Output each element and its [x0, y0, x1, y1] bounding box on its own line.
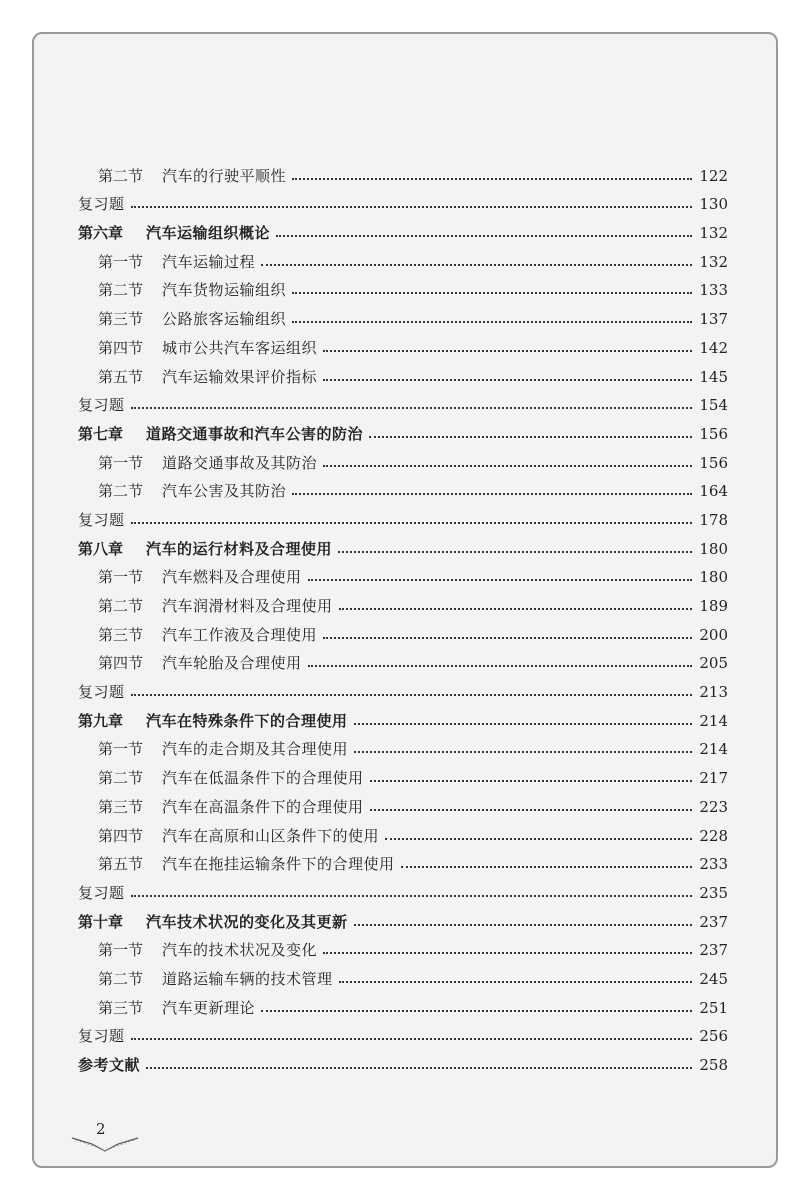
toc-entry-title: 汽车货物运输组织: [162, 281, 287, 300]
toc-entry-number: 第三节: [98, 797, 144, 816]
toc-entry-label: [98, 742, 348, 757]
toc-entry-label: [98, 338, 318, 357]
toc-entry-label: [98, 252, 256, 271]
toc-entry-number: 第一节: [98, 568, 144, 587]
toc-entry-title: 汽车公害及其防治: [162, 482, 287, 501]
toc-entry-section: [78, 729, 728, 758]
toc-entry-title: 汽车的运行材料及合理使用: [146, 539, 333, 558]
dot-leader: [323, 465, 692, 467]
dot-leader: [131, 407, 692, 409]
dot-leader: [292, 178, 692, 180]
toc-entry-title: 汽车燃料及合理使用: [162, 568, 302, 587]
dot-leader: [354, 723, 692, 725]
dot-leader: [338, 551, 692, 553]
toc-entry-chapter: [78, 212, 728, 241]
toc-entry-chapter: [78, 700, 728, 729]
toc-entry-label: [98, 797, 364, 816]
page-frame: [32, 32, 778, 1168]
dot-leader: [292, 321, 692, 323]
toc-entry-title: 公路旅客运输组织: [162, 310, 287, 329]
toc-entry-label: [98, 484, 286, 499]
dot-leader: [401, 866, 692, 868]
dot-leader: [369, 436, 692, 438]
toc-entry-label: [78, 398, 125, 413]
toc-entry-section: [78, 614, 728, 643]
toc-entry-page: 156: [699, 424, 728, 443]
toc-entry-number: 第三节: [98, 310, 144, 329]
dot-leader: [261, 1010, 692, 1012]
toc-entry-title: 汽车在低温条件下的合理使用: [162, 769, 364, 788]
toc-entry-title: 复习题: [78, 883, 125, 902]
toc-entry-label: [78, 711, 348, 730]
toc-entry-label: [78, 197, 125, 212]
dot-leader: [323, 637, 692, 639]
toc-entry-title: 汽车工作液及合理使用: [162, 625, 318, 644]
dot-leader: [131, 522, 692, 524]
toc-entry-label: [78, 1029, 125, 1044]
toc-entry-section: [78, 327, 728, 356]
toc-entry-title: 城市公共汽车客运组织: [162, 338, 318, 357]
toc-entry-page: 132: [699, 224, 728, 243]
dot-leader: [339, 608, 692, 610]
toc-entry-section: [78, 270, 728, 299]
toc-entry-section: [78, 557, 728, 586]
toc-entry-label: [78, 424, 364, 443]
toc-entry-title: 汽车轮胎及合理使用: [162, 654, 302, 673]
toc-entry-number: 第二节: [98, 166, 144, 185]
toc-entry-page: 154: [699, 396, 728, 415]
toc-entry-review: [78, 872, 728, 901]
toc-entry-number: 第三节: [98, 998, 144, 1017]
toc-entry-title: 复习题: [78, 396, 125, 415]
toc-entry-page: 251: [699, 998, 728, 1017]
toc-entry-section: [78, 844, 728, 873]
toc-entry-page: 178: [699, 510, 728, 529]
toc-entry-review: [78, 671, 728, 700]
toc-entry-page: 233: [699, 855, 728, 874]
toc-entry-section: [78, 442, 728, 471]
toc-entry-page: 228: [699, 826, 728, 845]
toc-entry-label: [78, 1058, 140, 1073]
toc-entry-number: 第四节: [98, 826, 144, 845]
toc-entry-page: 189: [699, 597, 728, 615]
toc-entry-number: 第一节: [98, 453, 144, 472]
toc-entry-label: [98, 283, 286, 298]
toc-entry-title: 复习题: [78, 1027, 125, 1046]
toc-entry-page: 256: [699, 1027, 728, 1046]
toc-entry-label: [98, 656, 302, 671]
dot-leader: [131, 1038, 692, 1040]
toc-entry-chapter: [78, 528, 728, 557]
toc-entry-section: [78, 958, 728, 987]
toc-entry-page: 237: [699, 941, 728, 960]
toc-entry-page: 133: [699, 281, 728, 300]
dot-leader: [354, 751, 692, 753]
toc-entry-title: 汽车在高原和山区条件下的使用: [162, 826, 380, 845]
toc-entry-label: [78, 226, 270, 241]
dot-leader: [323, 952, 692, 954]
dot-leader: [131, 895, 692, 897]
dot-leader: [292, 292, 692, 294]
toc-entry-label: [78, 510, 125, 529]
toc-entry-section: [78, 356, 728, 385]
toc-entry-page: 217: [699, 769, 728, 788]
toc-entry-title: 汽车在特殊条件下的合理使用: [146, 711, 348, 730]
toc-entry-section: [78, 241, 728, 270]
toc-entry-label: [98, 857, 395, 872]
toc-entry-title: 汽车更新理论: [162, 998, 256, 1017]
toc-entry-section: [78, 930, 728, 959]
dot-leader: [131, 206, 692, 208]
toc-entry-review: [78, 385, 728, 414]
toc-entry-number: 第一节: [98, 941, 144, 960]
toc-entry-title: 道路交通事故和汽车公害的防治: [146, 424, 364, 443]
toc-entry-number: 第一节: [98, 252, 144, 271]
toc-entry-title: 汽车的走合期及其合理使用: [162, 740, 349, 759]
toc-entry-number: 第五节: [98, 855, 144, 874]
dot-leader: [370, 809, 692, 811]
toc-entry-page: 122: [699, 166, 728, 185]
toc-entry-title: 汽车润滑材料及合理使用: [162, 597, 333, 615]
toc-entry-section: [78, 298, 728, 327]
toc-entry-label: [98, 599, 333, 614]
toc-entry-title: 汽车技术状况的变化及其更新: [146, 912, 348, 931]
table-of-contents: [78, 155, 728, 1073]
toc-entry-title: 汽车运输组织概论: [146, 224, 271, 243]
dot-leader: [370, 780, 692, 782]
toc-entry-number: 第二节: [98, 597, 144, 615]
toc-entry-label: [98, 771, 364, 786]
toc-entry-number: 第五节: [98, 367, 144, 386]
toc-entry-page: 180: [699, 539, 728, 558]
toc-entry-title: 汽车的行驶平顺性: [162, 166, 287, 185]
toc-entry-title: 参考文献: [78, 1056, 141, 1074]
toc-entry-title: 汽车的技术状况及变化: [162, 941, 318, 960]
toc-entry-section: [78, 987, 728, 1016]
toc-entry-page: 237: [699, 912, 728, 931]
toc-entry-label: [98, 826, 380, 845]
toc-entry-number: 第七章: [78, 424, 124, 443]
toc-entry-page: 258: [699, 1056, 728, 1074]
toc-entry-page: 214: [699, 740, 728, 759]
toc-entry-number: 第六章: [78, 224, 124, 243]
toc-entry-label: [78, 912, 348, 931]
toc-entry-number: 第二节: [98, 769, 144, 788]
toc-entry-page: 213: [699, 683, 728, 702]
toc-entry-section: [78, 155, 728, 184]
toc-entry-page: 137: [699, 310, 728, 329]
toc-entry-number: 第四节: [98, 338, 144, 357]
toc-entry-number: 第二节: [98, 969, 144, 988]
toc-entry-number: 第二节: [98, 281, 144, 300]
toc-entry-title: 复习题: [78, 510, 125, 529]
toc-entry-number: 第十章: [78, 912, 124, 931]
toc-entry-chapter: [78, 413, 728, 442]
toc-entry-page: 200: [699, 625, 728, 644]
toc-entry-title: 复习题: [78, 195, 125, 214]
toc-entry-page: 245: [699, 969, 728, 988]
toc-entry-label: [98, 625, 318, 644]
toc-entry-label: [98, 969, 333, 988]
toc-entry-number: 第四节: [98, 654, 144, 673]
toc-entry-title: 道路运输车辆的技术管理: [162, 969, 333, 988]
dot-leader: [261, 264, 692, 266]
toc-entry-page: 132: [699, 252, 728, 271]
toc-entry-chapter: [78, 901, 728, 930]
page-number: 2: [96, 1120, 106, 1138]
toc-entry-page: 145: [699, 367, 728, 386]
toc-entry-title: 道路交通事故及其防治: [162, 453, 318, 472]
toc-entry-ref: [78, 1044, 728, 1073]
toc-entry-page: 130: [699, 195, 728, 214]
page-folio: [70, 1122, 140, 1152]
toc-entry-page: 142: [699, 338, 728, 357]
toc-entry-page: 164: [699, 482, 728, 501]
toc-entry-section: [78, 815, 728, 844]
dot-leader: [323, 350, 692, 352]
toc-entry-label: [98, 367, 318, 386]
toc-entry-review: [78, 184, 728, 213]
toc-entry-label: [98, 998, 256, 1017]
toc-entry-review: [78, 499, 728, 528]
toc-entry-title: 复习题: [78, 683, 125, 702]
toc-entry-label: [98, 943, 317, 958]
dot-leader: [276, 235, 692, 237]
dot-leader: [354, 924, 692, 926]
toc-entry-page: 180: [699, 568, 728, 587]
toc-entry-title: 汽车运输效果评价指标: [162, 367, 318, 386]
toc-entry-number: 第八章: [78, 539, 124, 558]
toc-entry-label: [78, 883, 125, 902]
dot-leader: [131, 694, 692, 696]
toc-entry-label: [78, 539, 333, 558]
toc-entry-review: [78, 1016, 728, 1045]
dot-leader: [308, 579, 692, 581]
dot-leader: [292, 493, 692, 495]
dot-leader: [146, 1067, 692, 1069]
toc-entry-number: 第三节: [98, 625, 144, 644]
toc-entry-number: 第二节: [98, 482, 144, 501]
toc-entry-title: 汽车在高温条件下的合理使用: [162, 797, 364, 816]
dot-leader: [323, 379, 692, 381]
toc-entry-page: 235: [699, 883, 728, 902]
dot-leader: [308, 665, 692, 667]
toc-entry-label: [98, 570, 302, 585]
dot-leader: [385, 838, 692, 840]
toc-entry-label: [98, 312, 286, 327]
toc-entry-section: [78, 585, 728, 614]
toc-entry-section: [78, 757, 728, 786]
toc-entry-number: 第九章: [78, 711, 124, 730]
toc-entry-section: [78, 786, 728, 815]
toc-entry-label: [78, 685, 125, 700]
toc-entry-number: 第一节: [98, 740, 144, 759]
toc-entry-page: 156: [699, 453, 728, 472]
dot-leader: [339, 981, 692, 983]
toc-entry-label: [98, 453, 318, 472]
toc-entry-section: [78, 643, 728, 672]
toc-entry-page: 214: [699, 711, 728, 730]
toc-entry-title: 汽车在拖挂运输条件下的合理使用: [162, 855, 395, 874]
toc-entry-page: 223: [699, 797, 728, 816]
toc-entry-page: 205: [699, 654, 728, 673]
toc-entry-label: [98, 166, 287, 185]
toc-entry-section: [78, 471, 728, 500]
toc-entry-title: 汽车运输过程: [162, 252, 256, 271]
